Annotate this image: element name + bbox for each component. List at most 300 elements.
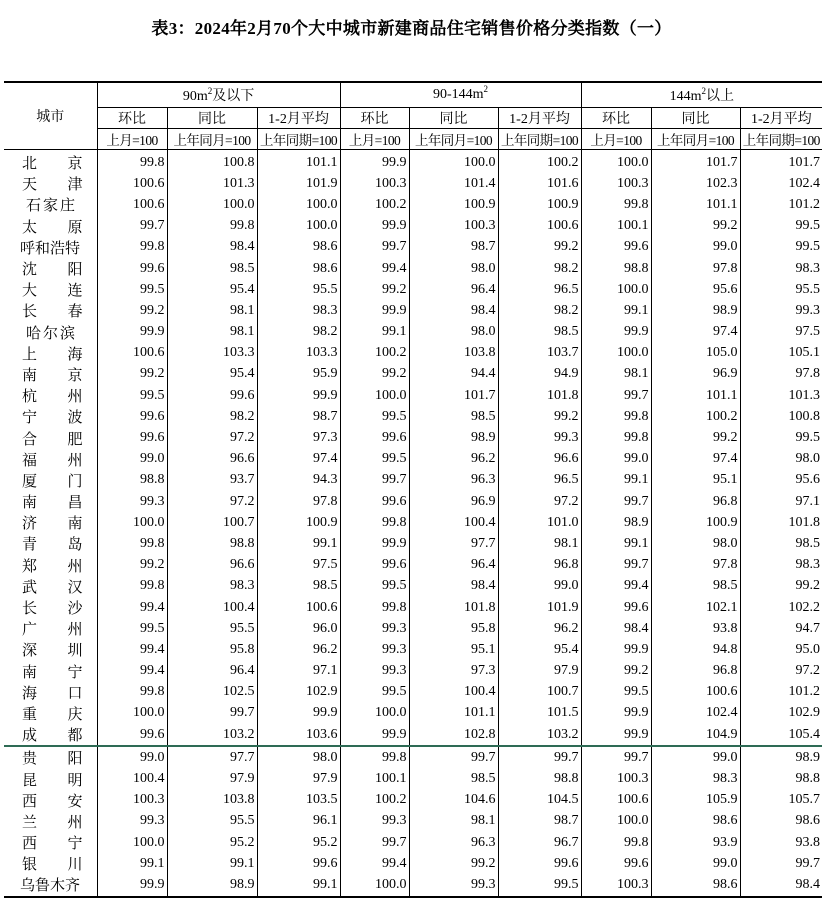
index-value: 93.8	[651, 618, 740, 639]
table-row	[4, 258, 822, 279]
city-cell	[4, 470, 97, 491]
header-base: 上年同期=100	[740, 129, 822, 150]
index-value: 102.4	[651, 703, 740, 724]
index-value: 97.8	[740, 364, 822, 385]
table-row	[4, 811, 822, 832]
index-value: 99.2	[581, 661, 651, 682]
index-value: 99.3	[340, 639, 409, 660]
index-value: 101.3	[740, 385, 822, 406]
city-name: 宁波	[22, 410, 83, 427]
header-sub: 环比	[97, 108, 167, 129]
index-value: 96.8	[651, 491, 740, 512]
table-header	[4, 82, 822, 150]
index-value: 102.4	[740, 173, 822, 194]
index-value: 100.0	[340, 385, 409, 406]
index-value: 100.7	[498, 682, 581, 703]
index-value: 99.1	[167, 853, 257, 874]
index-value: 99.9	[581, 322, 651, 343]
index-value: 97.3	[257, 427, 340, 448]
index-value: 97.8	[257, 491, 340, 512]
index-value: 99.2	[340, 364, 409, 385]
index-value: 99.0	[651, 237, 740, 258]
index-value: 99.7	[740, 853, 822, 874]
index-value: 99.4	[340, 853, 409, 874]
index-value: 98.5	[257, 576, 340, 597]
city-cell	[4, 533, 97, 554]
table-row	[4, 555, 822, 576]
index-value: 100.2	[498, 150, 581, 174]
city-name: 太原	[22, 219, 83, 236]
group-suffix: 及以下	[212, 89, 255, 104]
index-value: 103.8	[409, 343, 498, 364]
index-value: 100.4	[97, 768, 167, 789]
index-value: 96.3	[409, 832, 498, 853]
index-value: 98.5	[167, 258, 257, 279]
index-value: 100.6	[498, 216, 581, 237]
table-row	[4, 385, 822, 406]
index-value: 101.8	[498, 385, 581, 406]
index-value: 96.4	[167, 661, 257, 682]
index-value: 103.5	[257, 790, 340, 811]
header-base: 上年同期=100	[257, 129, 340, 150]
index-value: 98.9	[409, 427, 498, 448]
city-cell	[4, 639, 97, 660]
index-value: 105.9	[651, 790, 740, 811]
index-value: 98.6	[257, 237, 340, 258]
index-value: 98.0	[740, 449, 822, 470]
index-value: 99.6	[498, 853, 581, 874]
index-value: 103.2	[498, 724, 581, 746]
index-value: 99.2	[651, 216, 740, 237]
index-value: 98.9	[167, 874, 257, 896]
index-value: 101.3	[167, 173, 257, 194]
city-cell	[4, 150, 97, 174]
header-base: 上月=100	[581, 129, 651, 150]
city-cell	[4, 682, 97, 703]
index-value: 97.5	[740, 322, 822, 343]
index-value: 99.9	[340, 150, 409, 174]
index-value: 98.4	[409, 576, 498, 597]
index-value: 99.8	[97, 682, 167, 703]
index-value: 93.7	[167, 470, 257, 491]
index-value: 104.5	[498, 790, 581, 811]
city-name: 西宁	[22, 836, 83, 853]
index-value: 100.0	[581, 150, 651, 174]
index-value: 99.8	[340, 746, 409, 768]
index-value: 100.0	[581, 343, 651, 364]
index-value: 96.7	[498, 832, 581, 853]
index-value: 104.9	[651, 724, 740, 746]
index-value: 98.9	[651, 300, 740, 321]
index-value: 96.4	[409, 279, 498, 300]
index-value: 96.6	[167, 555, 257, 576]
city-name: 青岛	[22, 537, 83, 554]
city-cell	[4, 237, 97, 258]
index-value: 99.8	[97, 576, 167, 597]
index-value: 102.8	[409, 724, 498, 746]
index-value: 95.6	[651, 279, 740, 300]
index-value: 104.6	[409, 790, 498, 811]
index-value: 100.0	[409, 150, 498, 174]
index-value: 102.9	[257, 682, 340, 703]
index-value: 95.4	[167, 364, 257, 385]
index-value: 99.4	[581, 576, 651, 597]
index-value: 99.5	[340, 682, 409, 703]
index-value: 96.2	[257, 639, 340, 660]
group-sup: 2	[483, 84, 489, 94]
table-row	[4, 703, 822, 724]
city-cell	[4, 343, 97, 364]
index-value: 96.1	[257, 811, 340, 832]
index-value: 98.2	[498, 258, 581, 279]
city-name: 石家庄	[26, 198, 78, 215]
index-value: 96.2	[409, 449, 498, 470]
index-value: 101.6	[498, 173, 581, 194]
index-value: 98.9	[581, 512, 651, 533]
index-value: 99.8	[340, 597, 409, 618]
index-value: 99.1	[581, 470, 651, 491]
index-value: 100.4	[409, 682, 498, 703]
index-value: 103.2	[167, 724, 257, 746]
index-value: 103.6	[257, 724, 340, 746]
index-value: 99.6	[167, 385, 257, 406]
index-value: 101.1	[257, 150, 340, 174]
index-value: 95.1	[651, 470, 740, 491]
index-value: 99.8	[581, 832, 651, 853]
index-value: 99.2	[97, 300, 167, 321]
index-value: 95.8	[167, 639, 257, 660]
city-name: 海口	[22, 685, 83, 702]
index-value: 98.4	[740, 874, 822, 896]
city-cell	[4, 555, 97, 576]
index-value: 98.0	[257, 746, 340, 768]
table-title: 表3：2024年2月70个大中城市新建商品住宅销售价格分类指数（一）	[151, 19, 672, 38]
index-value: 96.8	[651, 661, 740, 682]
header-sub: 环比	[581, 108, 651, 129]
index-value: 99.2	[498, 237, 581, 258]
index-value: 99.8	[97, 150, 167, 174]
index-value: 100.1	[340, 768, 409, 789]
index-value: 99.5	[97, 279, 167, 300]
index-value: 99.2	[340, 279, 409, 300]
index-value: 99.2	[498, 406, 581, 427]
index-value: 100.0	[257, 216, 340, 237]
city-cell	[4, 173, 97, 194]
index-value: 99.8	[167, 216, 257, 237]
index-value: 96.5	[498, 470, 581, 491]
table-row	[4, 449, 822, 470]
index-value: 99.1	[257, 533, 340, 554]
index-value: 96.8	[498, 555, 581, 576]
index-value: 100.3	[409, 216, 498, 237]
index-value: 100.6	[581, 790, 651, 811]
index-value: 100.9	[257, 512, 340, 533]
index-value: 99.8	[581, 194, 651, 215]
index-value: 99.1	[340, 322, 409, 343]
index-value: 99.2	[97, 555, 167, 576]
city-name: 贵阳	[22, 751, 83, 768]
index-value: 98.7	[409, 237, 498, 258]
table-row	[4, 746, 822, 768]
table-row	[4, 618, 822, 639]
city-cell	[4, 768, 97, 789]
index-value: 97.5	[257, 555, 340, 576]
index-value: 98.6	[651, 874, 740, 896]
index-value: 99.6	[97, 258, 167, 279]
city-cell	[4, 811, 97, 832]
city-cell	[4, 832, 97, 853]
city-cell	[4, 406, 97, 427]
index-value: 97.1	[740, 491, 822, 512]
index-value: 99.5	[340, 576, 409, 597]
index-value: 99.4	[97, 661, 167, 682]
city-name: 合肥	[22, 431, 83, 448]
index-value: 97.3	[409, 661, 498, 682]
index-value: 98.8	[167, 533, 257, 554]
index-value: 99.9	[340, 216, 409, 237]
index-value: 99.6	[97, 427, 167, 448]
index-value: 98.3	[740, 258, 822, 279]
index-value: 96.0	[257, 618, 340, 639]
index-value: 97.2	[167, 427, 257, 448]
index-value: 100.6	[257, 597, 340, 618]
city-name: 广州	[22, 622, 83, 639]
index-value: 100.9	[409, 194, 498, 215]
index-value: 97.7	[167, 746, 257, 768]
city-name: 福州	[22, 452, 83, 469]
index-value: 96.5	[498, 279, 581, 300]
index-value: 99.1	[581, 533, 651, 554]
index-value: 98.8	[740, 768, 822, 789]
index-value: 99.5	[498, 874, 581, 896]
index-value: 98.3	[651, 768, 740, 789]
index-value: 99.3	[340, 661, 409, 682]
index-value: 103.8	[167, 790, 257, 811]
index-value: 98.0	[651, 533, 740, 554]
index-value: 98.8	[498, 768, 581, 789]
city-cell	[4, 618, 97, 639]
city-name: 长沙	[22, 601, 83, 618]
index-value: 97.9	[167, 768, 257, 789]
header-sub: 同比	[409, 108, 498, 129]
index-value: 99.1	[257, 874, 340, 896]
index-value: 100.0	[340, 703, 409, 724]
index-value: 97.2	[167, 491, 257, 512]
index-value: 94.8	[651, 639, 740, 660]
index-value: 101.7	[651, 150, 740, 174]
index-value: 99.9	[257, 385, 340, 406]
index-value: 97.4	[651, 449, 740, 470]
header-base: 上年同期=100	[498, 129, 581, 150]
table-row	[4, 173, 822, 194]
header-sub: 1-2月平均	[498, 108, 581, 129]
index-value: 99.7	[340, 237, 409, 258]
index-value: 101.9	[257, 173, 340, 194]
city-name: 重庆	[22, 706, 83, 723]
header-group-2	[581, 82, 822, 108]
index-value: 99.9	[581, 703, 651, 724]
index-value: 95.5	[740, 279, 822, 300]
city-cell	[4, 216, 97, 237]
city-name: 昆明	[22, 772, 83, 789]
table-row	[4, 512, 822, 533]
table-row	[4, 832, 822, 853]
index-value: 100.3	[581, 768, 651, 789]
city-name: 大连	[22, 283, 83, 300]
index-value: 98.1	[167, 300, 257, 321]
index-value: 100.3	[340, 173, 409, 194]
index-value: 95.5	[167, 618, 257, 639]
city-cell	[4, 322, 97, 343]
index-value: 96.4	[409, 555, 498, 576]
table-row	[4, 874, 822, 896]
index-value: 99.7	[581, 555, 651, 576]
index-value: 100.0	[257, 194, 340, 215]
index-value: 95.8	[409, 618, 498, 639]
index-value: 94.9	[498, 364, 581, 385]
index-value: 97.8	[651, 555, 740, 576]
index-value: 99.6	[97, 406, 167, 427]
index-value: 99.8	[581, 427, 651, 448]
index-value: 98.1	[498, 533, 581, 554]
table-row	[4, 661, 822, 682]
index-value: 94.7	[740, 618, 822, 639]
index-value: 99.5	[97, 618, 167, 639]
index-value: 99.7	[581, 746, 651, 768]
index-value: 101.1	[409, 703, 498, 724]
index-value: 101.5	[498, 703, 581, 724]
index-value: 100.8	[167, 150, 257, 174]
index-value: 99.6	[340, 491, 409, 512]
table-row	[4, 768, 822, 789]
table-row	[4, 533, 822, 554]
index-value: 99.7	[409, 746, 498, 768]
table-row	[4, 597, 822, 618]
index-value: 100.1	[581, 216, 651, 237]
index-value: 101.1	[651, 194, 740, 215]
index-value: 97.1	[257, 661, 340, 682]
index-value: 97.4	[651, 322, 740, 343]
index-value: 98.6	[651, 811, 740, 832]
index-value: 102.5	[167, 682, 257, 703]
city-name: 厦门	[22, 473, 83, 490]
index-value: 98.3	[740, 555, 822, 576]
city-cell	[4, 300, 97, 321]
table-row	[4, 427, 822, 448]
city-name: 杭州	[22, 389, 83, 406]
index-value: 99.5	[340, 406, 409, 427]
index-value: 96.6	[498, 449, 581, 470]
table-row	[4, 853, 822, 874]
index-value: 99.0	[97, 746, 167, 768]
index-value: 98.2	[498, 300, 581, 321]
index-value: 94.3	[257, 470, 340, 491]
city-cell	[4, 427, 97, 448]
city-name: 北京	[22, 156, 83, 173]
index-value: 95.0	[740, 639, 822, 660]
index-value: 99.2	[651, 427, 740, 448]
city-name: 南昌	[22, 495, 83, 512]
index-value: 100.2	[340, 194, 409, 215]
city-cell	[4, 790, 97, 811]
index-value: 96.9	[409, 491, 498, 512]
index-value: 98.4	[581, 618, 651, 639]
index-value: 99.1	[97, 853, 167, 874]
index-value: 101.7	[740, 150, 822, 174]
city-cell	[4, 385, 97, 406]
index-value: 99.5	[97, 385, 167, 406]
index-value: 97.9	[498, 661, 581, 682]
header-group-1	[340, 82, 581, 108]
index-value: 100.0	[581, 811, 651, 832]
index-value: 105.0	[651, 343, 740, 364]
index-value: 101.1	[651, 385, 740, 406]
index-value: 95.2	[167, 832, 257, 853]
group-label: 90-144m	[432, 87, 484, 102]
index-value: 95.6	[740, 470, 822, 491]
index-value: 99.3	[340, 618, 409, 639]
index-value: 103.7	[498, 343, 581, 364]
table-row	[4, 406, 822, 427]
index-value: 102.9	[740, 703, 822, 724]
city-cell	[4, 449, 97, 470]
city-name: 济南	[22, 516, 83, 533]
index-value: 100.9	[651, 512, 740, 533]
city-cell	[4, 194, 97, 215]
index-value: 99.3	[740, 300, 822, 321]
index-value: 99.0	[498, 576, 581, 597]
header-sub: 1-2月平均	[257, 108, 340, 129]
index-value: 99.1	[581, 300, 651, 321]
index-value: 99.3	[97, 491, 167, 512]
index-value: 96.9	[651, 364, 740, 385]
index-value: 95.4	[167, 279, 257, 300]
table-row	[4, 343, 822, 364]
city-cell	[4, 853, 97, 874]
index-value: 95.5	[257, 279, 340, 300]
index-value: 98.5	[498, 322, 581, 343]
index-value: 98.5	[409, 406, 498, 427]
index-value: 105.4	[740, 724, 822, 746]
city-name: 天津	[22, 177, 83, 194]
index-value: 102.3	[651, 173, 740, 194]
index-value: 93.8	[740, 832, 822, 853]
index-value: 99.9	[97, 874, 167, 896]
index-value: 99.3	[409, 874, 498, 896]
index-value: 98.2	[167, 406, 257, 427]
price-index-table	[4, 81, 822, 898]
city-name: 南京	[22, 367, 83, 384]
table-row	[4, 470, 822, 491]
header-sub: 同比	[167, 108, 257, 129]
index-value: 93.9	[651, 832, 740, 853]
index-value: 99.2	[409, 853, 498, 874]
index-value: 99.5	[740, 216, 822, 237]
index-value: 99.8	[581, 406, 651, 427]
header-group-0	[97, 82, 340, 108]
table-row	[4, 576, 822, 597]
city-name: 南宁	[22, 664, 83, 681]
index-value: 99.3	[498, 427, 581, 448]
index-value: 99.3	[340, 811, 409, 832]
index-value: 100.0	[340, 874, 409, 896]
city-name: 深圳	[22, 643, 83, 660]
header-base: 上年同月=100	[651, 129, 740, 150]
city-cell	[4, 279, 97, 300]
table-row	[4, 682, 822, 703]
index-value: 99.7	[97, 216, 167, 237]
index-value: 100.4	[167, 597, 257, 618]
